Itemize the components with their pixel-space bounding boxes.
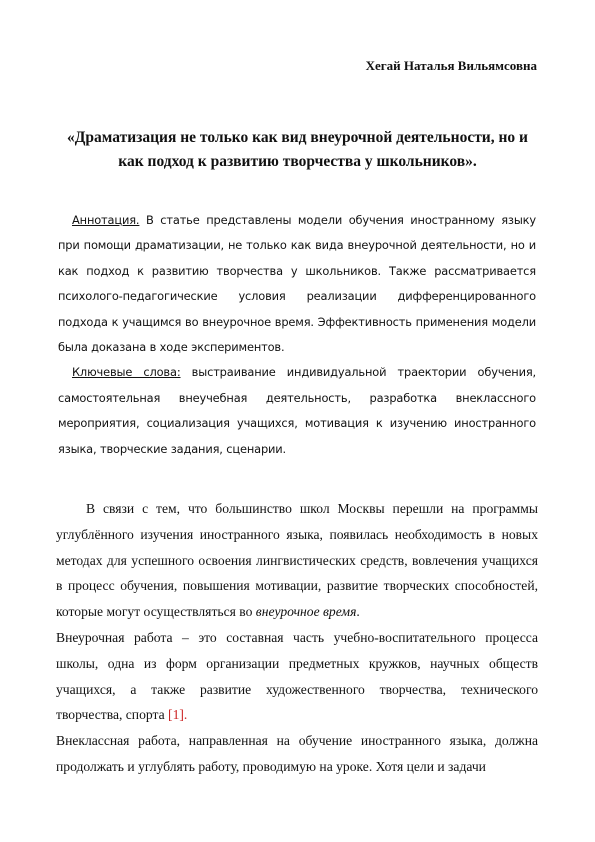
- annotation-paragraph: [58, 208, 536, 360]
- body-paragraph-1: [56, 496, 538, 625]
- article-body: [56, 496, 538, 780]
- annotation-section: [58, 208, 536, 462]
- author-name: Хегай Наталья Вильямсовна: [365, 58, 537, 73]
- body-paragraph-3: [56, 728, 538, 780]
- body-paragraph-1-text: В связи с тем, что большинство школ Москвы перешли на программы углублённого изучения иностранного языка, появилась необходимость в новых методах для успешного освоения лингвистических средств, вовлечения учащихся в процесс обучения, повышения мотивации, развитие творческих способностей, которые могут осуществляться во: [56, 501, 538, 620]
- body-paragraph-2: [56, 625, 538, 728]
- keywords-label: Ключевые слова:: [72, 365, 181, 380]
- keywords-text: выстраивание индивидуальной траектории обучения, самостоятельная внеучебная деятельность, разработка внеклассного мероприятия, социализация учащихся, мотивация к изучению иностранного языка, творческие задания, сценарии.: [58, 365, 536, 456]
- annotation-text: В статье представлены модели обучения иностранному языку при помощи драматизации, не только как вида внеурочной деятельности, но и как подход к развитию творчества у школьников. Также рассматривается психолого-педагогические условия реализации дифференцированного подхода к учащимся во внеурочное время. Эффективность применения модели была доказана в ходе экспериментов.: [58, 213, 536, 355]
- body-paragraph-1-emphasis: внеурочное время: [255, 604, 357, 620]
- body-paragraph-2-text: Внеурочная работа – это составная часть учебно-воспитательного процесса школы, одна из форм организации предметных кружков, научных обществ учащихся, а также развитие художественного творчества, технического творчества, спорта: [56, 629, 538, 723]
- citation-link[interactable]: [1].: [168, 707, 188, 723]
- body-paragraph-1-end: .: [356, 604, 360, 620]
- annotation-label: Аннотация.: [72, 213, 140, 227]
- article-title: «Драматизация не только как вид внеурочной деятельности, но и как подход к развитию творчества у школьников».: [67, 129, 528, 170]
- keywords-paragraph: [58, 360, 536, 462]
- body-paragraph-3-text: Внеклассная работа, направленная на обучение иностранного языка, должна продолжать и углублять работу, проводимую на уроке. Хотя цели и задачи: [56, 733, 538, 774]
